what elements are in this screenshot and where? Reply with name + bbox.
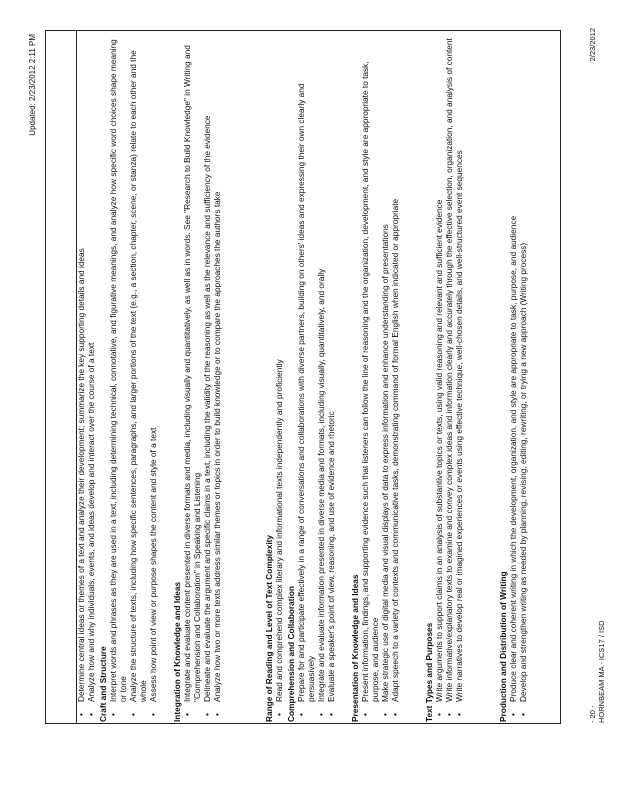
section-heading: Comprehension and Collaboration: [286, 586, 296, 722]
integration-block: [172, 36, 222, 722]
section-heading: Production and Distribution of Writing: [498, 571, 508, 722]
list-item: • Analyze how two or more texts address similar themes or topics in order to build knowledge or to compare the approaches the authors take: [212, 36, 222, 722]
list-item: • Analyze the structure of texts, including how specific sentences, paragraphs, and larger portions of the text (e.g., a section, chapter, scene, or stanza) relate to each other and the whole: [128, 36, 148, 722]
list-item: • Develop and strengthen writing as needed by planning, revising, editing, rewriting, or trying a new approach (Writing process): [518, 36, 528, 722]
list-item: • Present information, findings, and supporting evidence such that listeners can follow the line of reasoning and the organization, development, and style are appropriate to task, purpose, and audience: [360, 36, 380, 722]
footer-date: 2/23/2012: [588, 28, 597, 62]
list-item: • Assess how point of view or purpose shapes the content and style of a text: [148, 36, 158, 722]
list-item: • Determine central ideas or themes of a text and analyze their development; summarize the key supporting details and ideas: [76, 36, 86, 722]
list-item: • Integrate and evaluate information presented in diverse media and formats, including visually, quantitatively, and orally: [316, 36, 326, 722]
list-item: • Analyze how and why individuals, events, and ideas develop and interact over the course of a text: [86, 36, 96, 722]
list-item: • Read and comprehend complex literary and informational texts independently and proficiently: [274, 36, 284, 722]
list-item: • Write informative/explanatory texts to examine and convey complex ideas and information clearly and accurately through the effective selection, organization, and analysis of content: [444, 36, 454, 722]
doc-id: HORNBEAM MA - ICS17 / ISD: [597, 620, 606, 723]
list-item: • Integrate and evaluate content presented in diverse formats and media, including visually and quantitatively, as well as in words. See "Research to Build Knowledge" in Writing and "Comprehension and Collaboration" in Speaking and Listening: [182, 36, 202, 722]
craft-block: [98, 36, 158, 722]
section-heading: Presentation of Knowledge and Ideas: [350, 574, 360, 722]
list-item: • Write narratives to develop real or imagined experiences or events using effective technique, well-chosen details, and well-structured event sequences: [454, 36, 464, 722]
section-heading: Text Types and Purposes: [424, 622, 434, 722]
list-item: • Make strategic use of digital media and visual displays of data to express information and enhance understanding of presentations: [380, 36, 390, 722]
list-item: • Interpret words and phrases as they are used in a text, including determining technical, connotative, and figurative meanings, and analyze how specific word choices shape meaning or tone: [108, 36, 128, 722]
comprehension-block: [286, 36, 336, 722]
footer-left: [588, 563, 606, 723]
list-item: • Prepare for and participate effectively in a range of conversations and collaborations with diverse partners, building on others' ideas and expressing their own clearly and persuasively: [296, 36, 316, 722]
list-item: • Delineate and evaluate the argument and specific claims in a text, including the validity of the reasoning as well as the relevance and sufficiency of the evidence: [202, 36, 212, 722]
list-item: • Evaluate a speaker's point of view, reasoning, and use of evidence and rhetoric: [326, 36, 336, 722]
section-heading: Integration of Knowledge and Ideas: [172, 581, 182, 722]
top-items-block: [76, 36, 96, 722]
updated-stamp: Updated: 2/23/2012 2:11 PM: [28, 34, 37, 136]
page-number: - 20 -: [588, 705, 597, 723]
text-types-block: [424, 36, 464, 722]
production-block: [498, 36, 528, 722]
table-top-border: [45, 30, 46, 724]
list-item: • Produce clear and coherent writing in which the development, organization, and style are appropriate to task, purpose, and audience: [508, 36, 518, 722]
section-heading: Range of Reading and Level of Text Complexity: [264, 534, 274, 722]
list-item: • Write arguments to support claims in an analysis of substantive topics or texts, using valid reasoning and relevant and sufficient evidence: [434, 36, 444, 722]
list-item: • Adapt speech to a variety of contexts and communicative tasks, demonstrating command of formal English when indicated or appropriate: [390, 36, 400, 722]
presentation-block: [350, 36, 400, 722]
range-block: [264, 36, 284, 722]
table-right-border: [45, 30, 561, 31]
section-heading: Craft and Structure: [98, 646, 108, 722]
table-left-border: [45, 723, 561, 724]
table-bottom-border: [560, 30, 561, 724]
